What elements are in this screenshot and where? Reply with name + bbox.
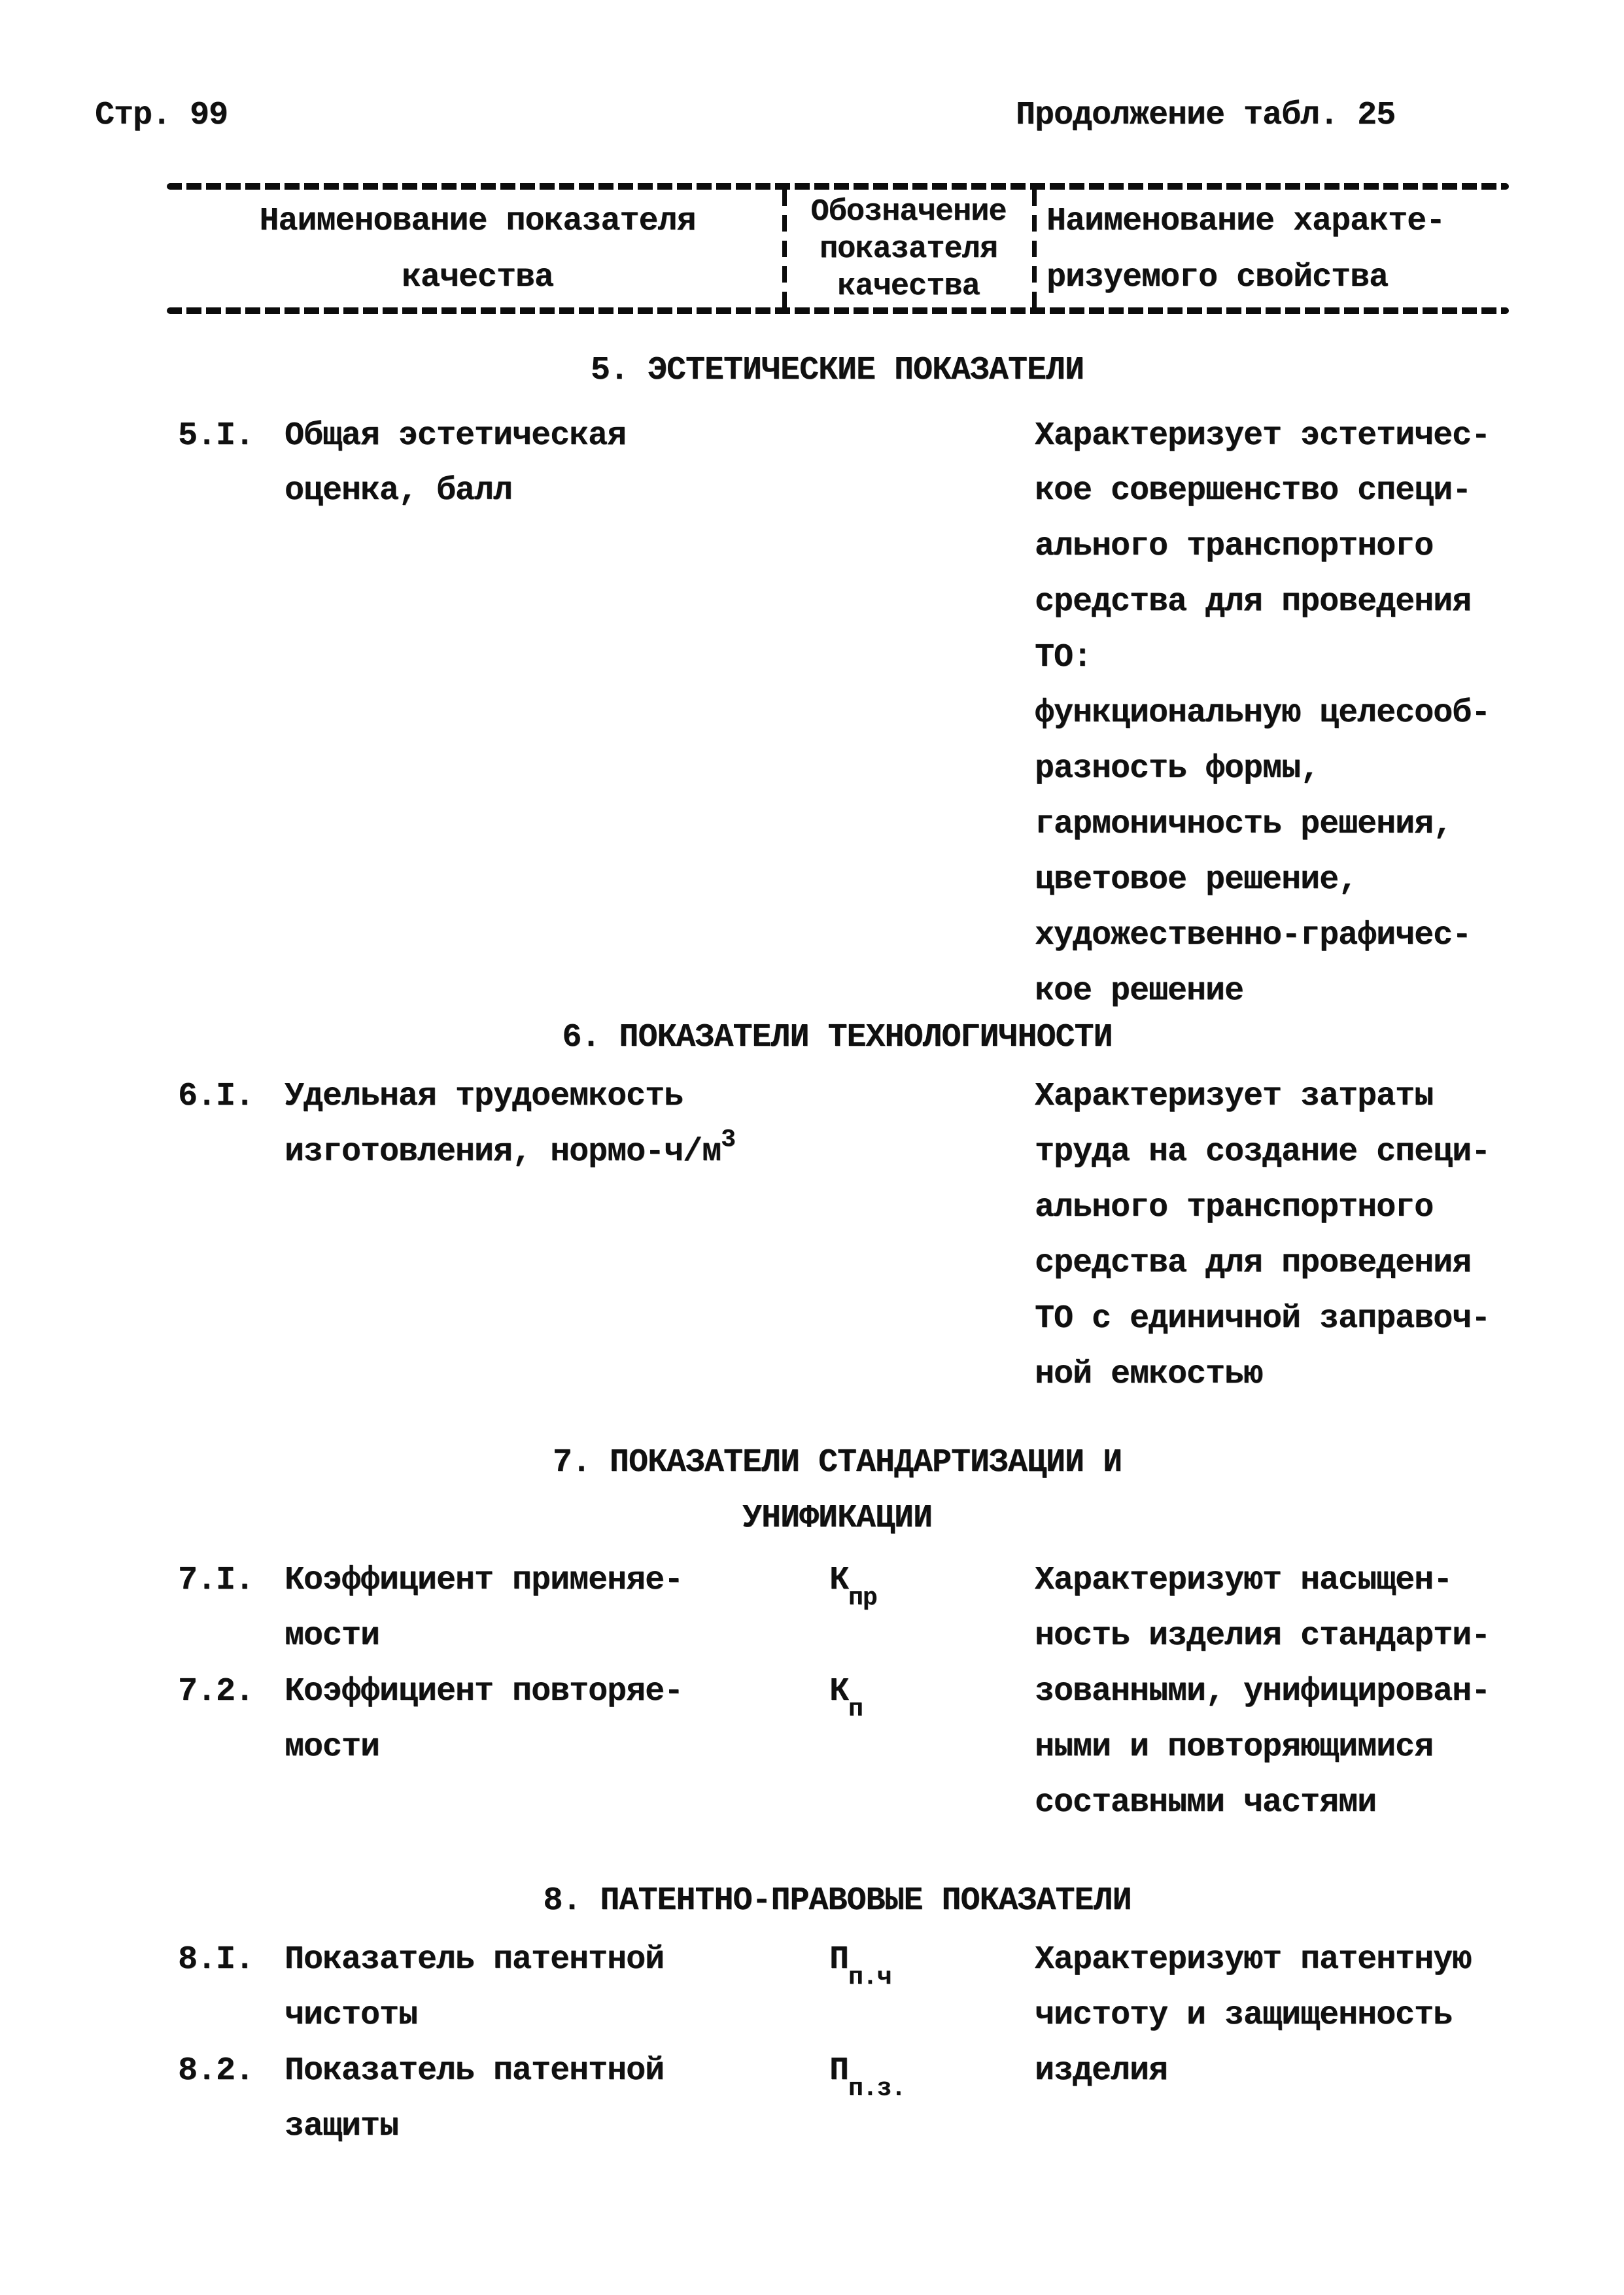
header-col2-line-1: Обозначение [810, 195, 1007, 230]
row-5-1-right-line-1: Характеризует эстетичес- [1035, 417, 1491, 455]
header-col1-line-1: Наименование показателя [259, 203, 696, 240]
row-5-1-right-line-5: ТО: [1035, 639, 1092, 676]
row-7-1-left-line-2: мости [285, 1617, 380, 1655]
row-7-right-line-5: составными частями [1035, 1784, 1377, 1821]
row-6-1-right-line-1: Характеризует затраты [1035, 1078, 1434, 1115]
row-5-1-right-line-9: цветовое решение, [1035, 861, 1358, 899]
section-8-title: 8. ПАТЕНТНО-ПРАВОВЫЕ ПОКАЗАТЕЛИ [543, 1882, 1132, 1920]
row-6-1-left-line-2 [285, 1126, 735, 1173]
row-8-right-line-2: чистоту и защищенность [1035, 1997, 1453, 2034]
cubic-meter-superscript: 3 [721, 1126, 735, 1154]
column-divider-right [1032, 190, 1037, 307]
table-caption: Продолжение табл. 25 [1016, 97, 1396, 134]
row-5-1-right-line-8: гармоничность решения, [1035, 806, 1453, 843]
row-5-1-left-line-1: Общая эстетическая [285, 417, 627, 455]
row-7-2-left-line-1: Коэффициент повторяе- [285, 1673, 683, 1710]
row-7-1-left-line-1: Коэффициент применяе- [285, 1562, 683, 1599]
row-7-right-line-2: ность изделия стандарти- [1035, 1617, 1491, 1655]
section-7-title-line-2: УНИФИКАЦИИ [742, 1500, 933, 1537]
table-header-bottom-border [167, 307, 1509, 314]
row-6-1-right-line-2: труда на создание специ- [1035, 1133, 1491, 1171]
row-6-1-right-line-4: средства для проведения [1035, 1245, 1472, 1282]
row-7-1-number: 7.I. [178, 1562, 254, 1599]
header-col2-line-3: качества [837, 269, 980, 304]
row-7-right-line-3: зованными, унифицирован- [1035, 1673, 1491, 1710]
designation-k-p-subscript: п [848, 1695, 863, 1723]
section-5-title: 5. ЭСТЕТИЧЕСКИЕ ПОКАЗАТЕЛИ [590, 352, 1084, 389]
designation-p-pch [829, 1941, 891, 1992]
row-6-1-left-line-2-text: изготовления, нормо-ч/м [285, 1133, 721, 1171]
row-7-right-line-1: Характеризуют насыщен- [1035, 1562, 1453, 1599]
designation-k-p-symbol: К [829, 1673, 849, 1710]
row-8-1-number: 8.I. [178, 1941, 254, 1978]
designation-p-pz-symbol: П [829, 2052, 849, 2090]
header-col3-line-1: Наименование характе- [1046, 203, 1445, 240]
row-6-1-left-line-1: Удельная трудоемкость [285, 1078, 683, 1115]
row-5-1-right-line-3: ального транспортного [1035, 528, 1434, 565]
row-5-1-right-line-6: функциональную целесооб- [1035, 695, 1491, 732]
row-5-1-right-line-11: кое решение [1035, 973, 1244, 1010]
page-number-label: Стр. 99 [95, 97, 228, 134]
section-7-title-line-1: 7. ПОКАЗАТЕЛИ СТАНДАРТИЗАЦИИ И [552, 1444, 1122, 1481]
designation-k-pr-subscript: пр [848, 1584, 877, 1612]
row-5-1-right-line-10: художественно-графичес- [1035, 917, 1472, 954]
row-7-2-left-line-2: мости [285, 1729, 380, 1766]
row-8-2-number: 8.2. [178, 2052, 254, 2090]
header-col3-line-2: ризуемого свойства [1046, 259, 1389, 296]
row-5-1-right-line-7: разность формы, [1035, 750, 1320, 787]
designation-k-p [829, 1673, 863, 1723]
row-8-2-left-line-1: Показатель патентной [285, 2052, 665, 2090]
row-6-1-right-line-6: ной емкостью [1035, 1356, 1263, 1393]
row-8-1-left-line-1: Показатель патентной [285, 1941, 665, 1978]
row-5-1-right-line-2: кое совершенство специ- [1035, 472, 1472, 509]
section-6-title: 6. ПОКАЗАТЕЛИ ТЕХНОЛОГИЧНОСТИ [562, 1019, 1113, 1056]
row-6-1-right-line-5: ТО с единичной заправоч- [1035, 1300, 1491, 1337]
row-5-1-left-line-2: оценка, балл [285, 472, 513, 509]
table-top-border [167, 183, 1509, 190]
row-6-1-right-line-3: ального транспортного [1035, 1189, 1434, 1226]
column-divider-left [782, 190, 787, 307]
row-7-right-line-4: ными и повторяющимися [1035, 1729, 1434, 1766]
designation-p-pch-symbol: П [829, 1941, 849, 1978]
row-6-1-number: 6.I. [178, 1078, 254, 1115]
designation-p-pz [829, 2052, 906, 2103]
header-col2-line-2: показателя [819, 232, 998, 267]
row-5-1-number: 5.I. [178, 417, 254, 455]
designation-k-pr-symbol: К [829, 1562, 849, 1599]
designation-k-pr [829, 1562, 877, 1612]
header-col1-line-2: качества [401, 259, 554, 296]
row-8-2-left-line-2: защиты [285, 2108, 399, 2145]
row-8-right-line-1: Характеризуют патентную [1035, 1941, 1472, 1978]
designation-p-pch-subscript: п.ч [848, 1963, 891, 1992]
row-8-1-left-line-2: чистоты [285, 1997, 418, 2034]
row-5-1-right-line-4: средства для проведения [1035, 583, 1472, 621]
row-8-right-line-3: изделия [1035, 2052, 1168, 2090]
designation-p-pz-subscript: п.з. [848, 2075, 906, 2103]
row-7-2-number: 7.2. [178, 1673, 254, 1710]
